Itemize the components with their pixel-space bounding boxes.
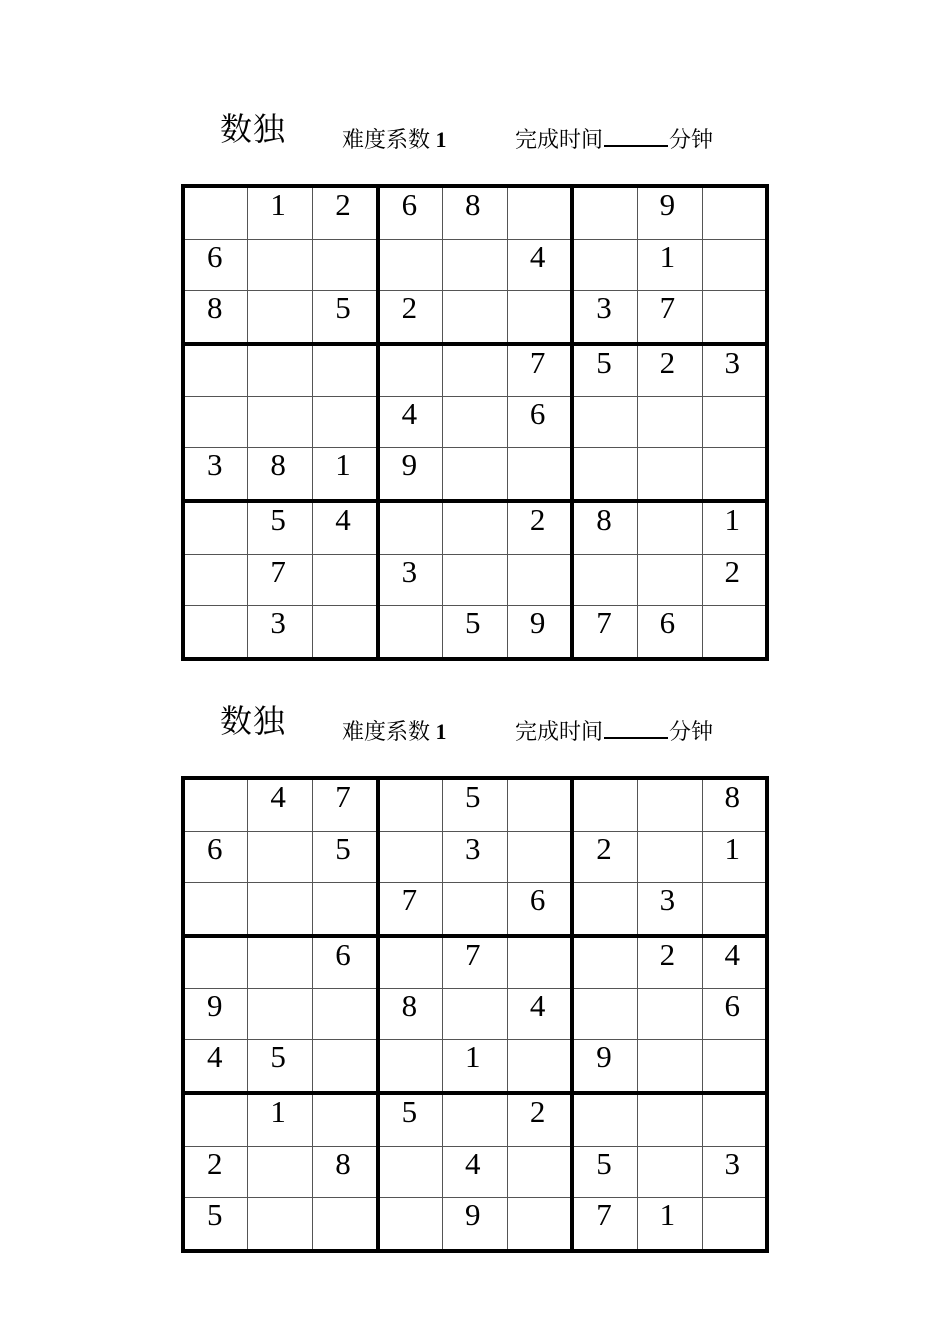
sudoku-cell[interactable] xyxy=(443,555,508,606)
sudoku-cell[interactable] xyxy=(183,186,248,239)
sudoku-cell[interactable] xyxy=(702,882,767,935)
sudoku-cell[interactable]: 5 xyxy=(378,1093,443,1146)
sudoku-cell[interactable] xyxy=(572,1093,637,1146)
sudoku-cell[interactable]: 5 xyxy=(313,831,378,882)
sudoku-cell[interactable] xyxy=(378,344,443,397)
sudoku-cell[interactable] xyxy=(183,397,248,448)
grid-row xyxy=(183,831,767,882)
time-prefix: 完成时间 xyxy=(515,719,604,744)
sudoku-cell[interactable]: 4 xyxy=(378,397,443,448)
sudoku-cell[interactable] xyxy=(702,1093,767,1146)
sudoku-cell[interactable] xyxy=(378,1040,443,1093)
grid-row xyxy=(183,936,767,989)
sudoku-cell[interactable] xyxy=(183,936,248,989)
grid-row xyxy=(183,186,767,239)
sudoku-cell[interactable] xyxy=(637,1147,702,1198)
sudoku-cell[interactable]: 2 xyxy=(637,344,702,397)
sudoku-cell[interactable] xyxy=(443,290,508,343)
sudoku-cell[interactable] xyxy=(443,989,508,1040)
puzzle-1-time xyxy=(515,123,713,154)
grid-row xyxy=(183,555,767,606)
difficulty-label: 难度系数 xyxy=(342,719,431,744)
difficulty-label: 难度系数 xyxy=(342,127,431,152)
sudoku-cell[interactable]: 8 xyxy=(313,1147,378,1198)
sudoku-cell[interactable] xyxy=(248,397,313,448)
sudoku-cell[interactable] xyxy=(507,1147,572,1198)
sudoku-cell[interactable] xyxy=(443,397,508,448)
sudoku-cell[interactable] xyxy=(313,239,378,290)
grid-row xyxy=(183,448,767,501)
grid-row xyxy=(183,290,767,343)
sudoku-cell[interactable]: 6 xyxy=(637,606,702,659)
sudoku-cell[interactable]: 7 xyxy=(378,882,443,935)
sudoku-cell[interactable] xyxy=(313,1093,378,1146)
sudoku-cell[interactable]: 4 xyxy=(507,989,572,1040)
sudoku-cell[interactable] xyxy=(248,882,313,935)
grid-row xyxy=(183,882,767,935)
sudoku-cell[interactable] xyxy=(572,448,637,501)
sudoku-cell[interactable] xyxy=(637,501,702,554)
sudoku-cell[interactable]: 2 xyxy=(637,936,702,989)
sudoku-cell[interactable]: 8 xyxy=(702,778,767,831)
sudoku-cell[interactable] xyxy=(637,448,702,501)
sudoku-cell[interactable]: 7 xyxy=(313,778,378,831)
sudoku-cell[interactable] xyxy=(443,239,508,290)
sudoku-cell[interactable] xyxy=(313,606,378,659)
sudoku-grid-2 xyxy=(181,776,769,1253)
time-blank xyxy=(604,144,668,147)
puzzle-1-title: 数独 xyxy=(220,111,287,147)
sudoku-cell[interactable]: 1 xyxy=(637,239,702,290)
sudoku-cell[interactable]: 5 xyxy=(248,1040,313,1093)
sudoku-cell[interactable]: 3 xyxy=(443,831,508,882)
sudoku-cell[interactable]: 9 xyxy=(443,1198,508,1251)
sudoku-cell[interactable]: 2 xyxy=(313,186,378,239)
sudoku-cell[interactable]: 2 xyxy=(702,555,767,606)
sudoku-cell[interactable] xyxy=(183,555,248,606)
difficulty-value: 1 xyxy=(435,127,447,152)
sudoku-cell[interactable] xyxy=(637,989,702,1040)
sudoku-cell[interactable] xyxy=(637,397,702,448)
sudoku-cell[interactable]: 8 xyxy=(183,290,248,343)
sudoku-cell[interactable] xyxy=(313,1198,378,1251)
grid-row xyxy=(183,344,767,397)
sudoku-cell[interactable] xyxy=(572,239,637,290)
sudoku-cell[interactable] xyxy=(507,1198,572,1251)
sudoku-cell[interactable] xyxy=(313,989,378,1040)
sudoku-cell[interactable]: 6 xyxy=(702,989,767,1040)
sudoku-cell[interactable]: 9 xyxy=(637,186,702,239)
sudoku-cell[interactable]: 3 xyxy=(378,555,443,606)
puzzle-2-title: 数独 xyxy=(220,703,287,739)
puzzle-2-difficulty xyxy=(342,715,447,746)
sudoku-cell[interactable]: 4 xyxy=(183,1040,248,1093)
grid-row xyxy=(183,501,767,554)
sudoku-cell[interactable]: 8 xyxy=(443,186,508,239)
sudoku-cell[interactable] xyxy=(378,1198,443,1251)
puzzle-2-time xyxy=(515,715,713,746)
sudoku-cell[interactable] xyxy=(702,290,767,343)
sudoku-cell[interactable]: 2 xyxy=(183,1147,248,1198)
sudoku-cell[interactable]: 9 xyxy=(183,989,248,1040)
sudoku-cell[interactable]: 8 xyxy=(248,448,313,501)
sudoku-cell[interactable]: 3 xyxy=(183,448,248,501)
sudoku-cell[interactable]: 8 xyxy=(572,501,637,554)
sudoku-cell[interactable]: 4 xyxy=(313,501,378,554)
sudoku-cell[interactable]: 1 xyxy=(443,1040,508,1093)
grid-row xyxy=(183,1147,767,1198)
sudoku-cell[interactable] xyxy=(248,290,313,343)
sudoku-cell[interactable]: 4 xyxy=(248,778,313,831)
sudoku-cell[interactable]: 7 xyxy=(507,344,572,397)
sudoku-cell[interactable] xyxy=(572,186,637,239)
sudoku-cell[interactable]: 6 xyxy=(507,882,572,935)
sudoku-cell[interactable] xyxy=(378,606,443,659)
grid-row xyxy=(183,778,767,831)
sudoku-cell[interactable] xyxy=(507,290,572,343)
sudoku-cell[interactable] xyxy=(637,555,702,606)
sudoku-cell[interactable] xyxy=(378,778,443,831)
sudoku-cell[interactable] xyxy=(443,501,508,554)
sudoku-cell[interactable]: 5 xyxy=(572,1147,637,1198)
sudoku-cell[interactable] xyxy=(183,882,248,935)
time-blank xyxy=(604,736,668,739)
sudoku-cell[interactable] xyxy=(248,936,313,989)
sudoku-cell[interactable] xyxy=(702,239,767,290)
sudoku-cell[interactable]: 2 xyxy=(572,831,637,882)
sudoku-cell[interactable] xyxy=(378,239,443,290)
time-prefix: 完成时间 xyxy=(515,127,604,152)
sudoku-cell[interactable] xyxy=(507,555,572,606)
sudoku-cell[interactable]: 2 xyxy=(507,1093,572,1146)
sudoku-cell[interactable]: 6 xyxy=(313,936,378,989)
sudoku-cell[interactable] xyxy=(378,1147,443,1198)
time-suffix: 分钟 xyxy=(669,719,714,744)
sudoku-cell[interactable] xyxy=(507,1040,572,1093)
sudoku-cell[interactable]: 6 xyxy=(183,239,248,290)
sudoku-cell[interactable] xyxy=(702,1198,767,1251)
sudoku-cell[interactable]: 3 xyxy=(248,606,313,659)
grid-row xyxy=(183,1040,767,1093)
sudoku-cell[interactable] xyxy=(378,831,443,882)
time-suffix: 分钟 xyxy=(669,127,714,152)
sudoku-cell[interactable]: 7 xyxy=(248,555,313,606)
sudoku-cell[interactable] xyxy=(702,186,767,239)
sudoku-cell[interactable]: 3 xyxy=(637,882,702,935)
sudoku-cell[interactable]: 3 xyxy=(702,1147,767,1198)
sudoku-cell[interactable]: 5 xyxy=(183,1198,248,1251)
sudoku-cell[interactable] xyxy=(443,344,508,397)
sudoku-cell[interactable]: 6 xyxy=(183,831,248,882)
sudoku-cell[interactable]: 5 xyxy=(248,501,313,554)
sudoku-cell[interactable] xyxy=(572,936,637,989)
sudoku-cell[interactable] xyxy=(378,501,443,554)
sudoku-cell[interactable] xyxy=(248,989,313,1040)
sudoku-cell[interactable] xyxy=(443,448,508,501)
sudoku-cell[interactable] xyxy=(183,1093,248,1146)
sudoku-cell[interactable] xyxy=(378,936,443,989)
sudoku-cell[interactable] xyxy=(183,778,248,831)
grid-row xyxy=(183,1198,767,1251)
sudoku-cell[interactable] xyxy=(248,831,313,882)
sudoku-cell[interactable]: 4 xyxy=(507,239,572,290)
sudoku-cell[interactable]: 7 xyxy=(637,290,702,343)
grid-row xyxy=(183,239,767,290)
sudoku-cell[interactable]: 5 xyxy=(443,778,508,831)
sudoku-cell[interactable]: 1 xyxy=(313,448,378,501)
grid-row xyxy=(183,606,767,659)
sudoku-cell[interactable]: 7 xyxy=(443,936,508,989)
sudoku-cell[interactable] xyxy=(313,1040,378,1093)
sudoku-cell[interactable] xyxy=(637,1040,702,1093)
sudoku-cell[interactable] xyxy=(572,989,637,1040)
sudoku-cell[interactable] xyxy=(248,239,313,290)
sudoku-cell[interactable] xyxy=(702,606,767,659)
sudoku-cell[interactable] xyxy=(702,397,767,448)
grid-row xyxy=(183,989,767,1040)
sudoku-cell[interactable] xyxy=(183,501,248,554)
sudoku-cell[interactable] xyxy=(507,936,572,989)
sudoku-cell[interactable]: 6 xyxy=(507,397,572,448)
sudoku-cell[interactable]: 9 xyxy=(378,448,443,501)
sudoku-cell[interactable] xyxy=(507,186,572,239)
sudoku-cell[interactable]: 1 xyxy=(248,186,313,239)
sudoku-cell[interactable] xyxy=(637,1093,702,1146)
sudoku-cell[interactable]: 3 xyxy=(572,290,637,343)
sudoku-cell[interactable] xyxy=(572,397,637,448)
puzzle-1-difficulty xyxy=(342,123,447,154)
grid-row xyxy=(183,1093,767,1146)
sudoku-cell[interactable] xyxy=(313,344,378,397)
sudoku-cell[interactable] xyxy=(702,448,767,501)
sudoku-cell[interactable] xyxy=(572,555,637,606)
grid-row xyxy=(183,397,767,448)
sudoku-cell[interactable] xyxy=(702,1040,767,1093)
sudoku-cell[interactable]: 5 xyxy=(313,290,378,343)
sudoku-cell[interactable] xyxy=(248,344,313,397)
sudoku-cell[interactable]: 7 xyxy=(572,606,637,659)
sudoku-cell[interactable] xyxy=(313,882,378,935)
sudoku-cell[interactable]: 5 xyxy=(572,344,637,397)
sudoku-grid-1 xyxy=(181,184,769,661)
sudoku-cell[interactable]: 5 xyxy=(443,606,508,659)
sudoku-cell[interactable]: 7 xyxy=(572,1198,637,1251)
sudoku-cell[interactable] xyxy=(248,1147,313,1198)
sudoku-cell[interactable] xyxy=(507,448,572,501)
sudoku-cell[interactable] xyxy=(572,882,637,935)
sudoku-cell[interactable] xyxy=(443,882,508,935)
sudoku-cell[interactable]: 1 xyxy=(248,1093,313,1146)
sudoku-cell[interactable] xyxy=(507,831,572,882)
sudoku-cell[interactable]: 1 xyxy=(702,831,767,882)
sudoku-cell[interactable] xyxy=(507,778,572,831)
sudoku-cell[interactable]: 2 xyxy=(507,501,572,554)
sudoku-cell[interactable]: 9 xyxy=(572,1040,637,1093)
sudoku-cell[interactable]: 1 xyxy=(702,501,767,554)
sudoku-cell[interactable]: 9 xyxy=(507,606,572,659)
sudoku-cell[interactable]: 4 xyxy=(443,1147,508,1198)
sudoku-cell[interactable] xyxy=(248,1198,313,1251)
sudoku-cell[interactable]: 1 xyxy=(637,1198,702,1251)
sudoku-cell[interactable] xyxy=(313,397,378,448)
sudoku-cell[interactable]: 6 xyxy=(378,186,443,239)
sudoku-cell[interactable] xyxy=(637,778,702,831)
sudoku-cell[interactable] xyxy=(183,344,248,397)
sudoku-cell[interactable] xyxy=(313,555,378,606)
sudoku-cell[interactable] xyxy=(572,778,637,831)
sudoku-cell[interactable] xyxy=(637,831,702,882)
sudoku-cell[interactable]: 4 xyxy=(702,936,767,989)
sudoku-cell[interactable]: 8 xyxy=(378,989,443,1040)
sudoku-cell[interactable] xyxy=(183,606,248,659)
sudoku-cell[interactable]: 2 xyxy=(378,290,443,343)
difficulty-value: 1 xyxy=(435,719,447,744)
sudoku-cell[interactable] xyxy=(443,1093,508,1146)
sudoku-cell[interactable]: 3 xyxy=(702,344,767,397)
